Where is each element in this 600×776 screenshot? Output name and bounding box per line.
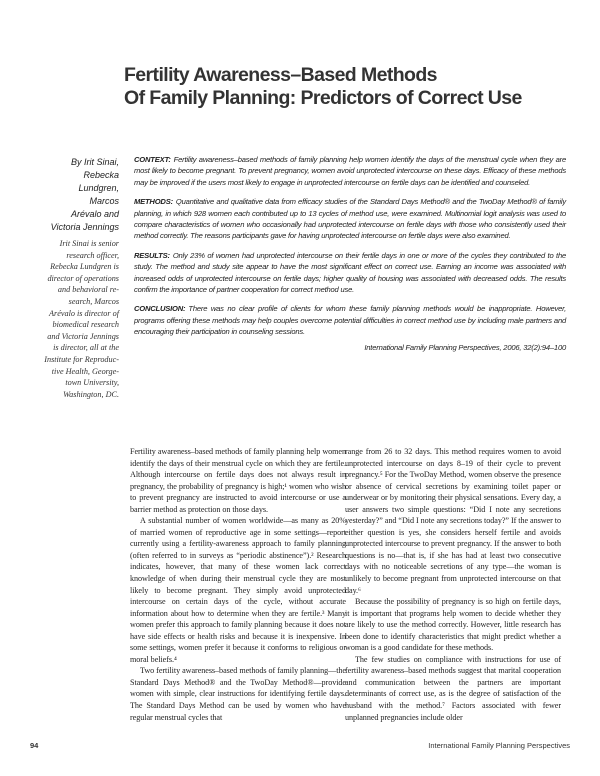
body-column-right: [345, 446, 561, 723]
byline-line: Marcos: [89, 196, 119, 206]
byline-line: Rebecka: [83, 170, 119, 180]
citation: International Family Planning Perspectives, 2006, 32(2):94–100: [364, 342, 566, 352]
abstract-heading: RESULTS:: [134, 250, 170, 260]
abstract-context: [134, 154, 566, 188]
abstract-text: There was no clear profile of clients for whom these family planning methods would be inappropriate. However, programs offering these methods may help couples overcome potential difficulties in correct method use by including male partners and encouraging their participation in counseling sessions.: [134, 304, 566, 337]
abstract-text: Only 23% of women had unprotected intercourse on their fertile days in one or more of the cycles they contributed to the study. The method and study site appear to have the most significant effect on correct use. Earning an income was associated with increased odds of unprotected intercourse on fertile days; higher quality of housing was associated with decreased odds. The results confirm the importance of partner cooperation for correct method use.: [134, 250, 566, 295]
page-number: 94: [30, 741, 39, 750]
body-column-left: [130, 446, 346, 723]
affiliation-line: Institute for Reproduc-: [44, 354, 119, 364]
body-paragraph: Fertility awareness–based methods of family planning help women identify the days of their menstrual cycle on which they are fertile. Although intercourse on fertile days does not always result in pregnancy, the probability of pregnancy is high;¹ women who wish to prevent pregnancy are instructed to avoid intercourse or use a barrier method as protection on those days.: [130, 447, 346, 514]
byline-line: Victoria Jennings: [50, 222, 119, 232]
byline: [20, 156, 119, 234]
journal-name: International Family Planning Perspectives: [428, 741, 570, 750]
article-title: [124, 64, 564, 110]
abstract-conclusion: [134, 303, 566, 337]
affiliation-line: and Victoria Jennings: [47, 331, 119, 341]
title-line-1: Fertility Awareness–Based Methods: [124, 64, 437, 86]
abstract-methods: [134, 196, 566, 242]
author-affiliations: [10, 238, 119, 400]
abstract-heading: CONTEXT:: [134, 155, 171, 164]
abstract-text: Fertility awareness–based methods of family planning help women identify the days of the menstrual cycle when they are most likely to become pregnant. To prevent pregnancy, women avoid unprotected intercourse on these days. Efficacy of these methods may be improved if the users most likely to engage in unprotected intercourse on fertile days can be identified and counseled.: [134, 155, 566, 187]
affiliation-line: is director, all at the: [53, 343, 119, 353]
byline-line: By Irit Sinai,: [70, 157, 119, 167]
abstract-text: Quantitative and qualitative data from efficacy studies of the Standard Days Method® and the TwoDay Method® of family planning, in which 928 women each contributed up to 13 cycles of method use, were examined. Multinomial logit analysis was used to compare characteristics of women who occasionally had unprotected intercourse on fertile days with those who consistently used their method correctly. The reasons participants gave for having unprotected intercourse on fertile days were also examined.: [134, 197, 566, 241]
affiliation-line: Arévalo is director of: [49, 308, 119, 318]
affiliation-line: Rebecka Lundgren is: [50, 262, 119, 272]
affiliation-line: town University,: [65, 378, 119, 388]
title-line-2: Of Family Planning: Predictors of Correct Use: [124, 87, 522, 109]
affiliation-line: tive Health, George-: [51, 366, 119, 376]
affiliation-line: research officer,: [66, 250, 119, 260]
body-paragraph: Because the possibility of pregnancy is so high on fertile days, it is important that programs help women to decide whether they are likely to use the method correctly. However, little research has been done to identify characteristics that might predict whether a woman is a good candidate for these methods.: [345, 597, 561, 653]
abstract: [134, 154, 566, 361]
body-paragraph: The few studies on compliance with instructions for use of fertility awareness–based methods suggest that marital cooperation and communication between the partners are important determinants of correct use, as is the degree of satisfaction of the husband with the method.⁷ Factors associated with fewer unplanned pregnancies include older: [345, 654, 561, 722]
body-paragraph: range from 26 to 32 days. This method requires women to avoid unprotected intercourse on days 8–19 of their cycle to prevent pregnancy.⁵ For the TwoDay Method, women observe the presence or absence of cervical secretions by examining toilet paper or underwear or by monitoring their physical sensations. Every day, a user answers two simple questions: “Did I note any secretions yesterday?” and “Did I note any secretions today?” If the answer to either question is yes, she considers herself fertile and avoids unprotected intercourse to prevent pregnancy. If the answer to both questions is no—that is, if she has had at least two consecutive days with no noticeable secretions of any type—the woman is unlikely to become pregnant from unprotected intercourse on that day.⁶: [345, 447, 561, 595]
affiliation-line: search, Marcos: [68, 296, 119, 306]
byline-line: Arévalo and: [70, 209, 119, 219]
abstract-heading: METHODS:: [134, 197, 173, 207]
affiliation-line: Washington, DC.: [63, 389, 119, 399]
affiliation-line: director of operations: [47, 273, 119, 283]
body-paragraph: Two fertility awareness–based methods of family planning—the Standard Days Method® and the TwoDay Method®—provide women with simple, clear instructions for identifying fertile days. The Standard Days Method can be used by women who have regular menstrual cycles that: [130, 666, 346, 722]
affiliation-line: and behavioral re-: [57, 285, 119, 295]
abstract-results: [134, 250, 566, 296]
affiliation-line: biomedical research: [52, 320, 119, 330]
byline-line: Lundgren,: [78, 183, 119, 193]
abstract-heading: CONCLUSION:: [134, 304, 186, 314]
affiliation-line: Irit Sinai is senior: [59, 239, 119, 248]
body-paragraph: A substantial number of women worldwide—as many as 20% of married women of reproductive age in some settings—report currently using a fertility-awareness approach to family planning (often referred to in surveys as “periodic abstinence”).² Research indicates, however, that many of these women lack correct knowledge of when during their menstrual cycle they are most likely to become pregnant. They simply avoid unprotected intercourse on certain days of the cycle, without accurate information about how to determine when they are fertile.³ Many women prefer this approach to family planning because it does not have side effects or health risks and because it is inexpensive. In some settings, women prefer it because it conforms to religious or moral beliefs.⁴: [130, 516, 346, 664]
